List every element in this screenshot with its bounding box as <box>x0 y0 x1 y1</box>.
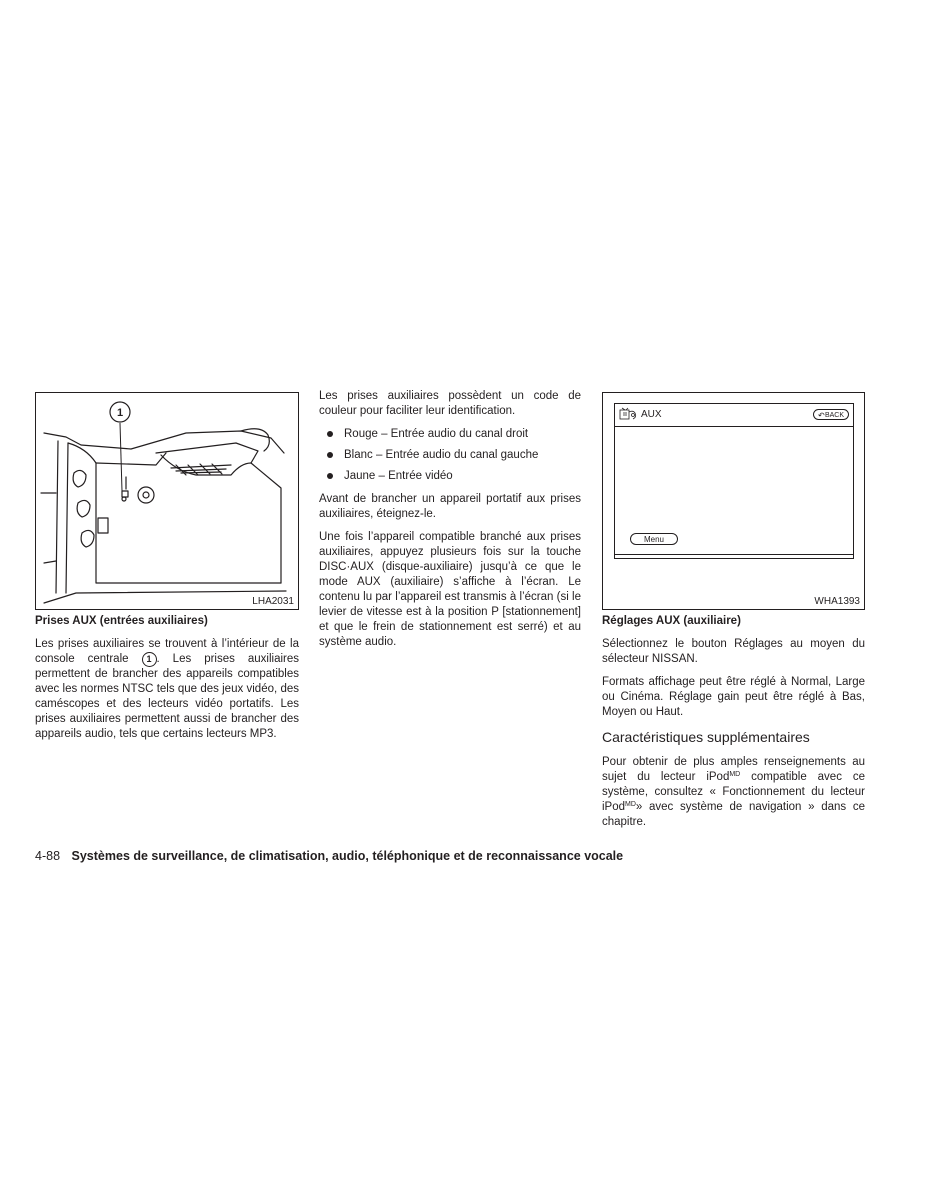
menu-button[interactable]: Menu <box>630 533 678 545</box>
list-item: Rouge – Entrée audio du canal droit <box>319 427 581 442</box>
console-illustration <box>35 392 299 610</box>
bullet-icon <box>327 431 333 437</box>
page-footer <box>35 848 623 864</box>
callout-marker: 1 <box>142 652 157 667</box>
screen-bottom-divider <box>615 554 853 555</box>
power-off-note: Avant de brancher un appareil portatif aux prises auxiliaires, éteignez-le. <box>319 493 581 520</box>
ipod-info: Pour obtenir de plus amples renseignements au sujet du lecteur iPod$^{MD}$ compatible avec ce système, consultez « Fonctionnement du lecteur iPod$^{MD}$» avec système de navigation » dans ce chapitre. <box>602 756 866 828</box>
jack-color-list <box>319 427 581 484</box>
disc-aux-instructions: Une fois l’appareil compatible branché aux prises auxiliaires, appuyez plusieurs fois sur la touche DISC·AUX (disque-auxiliaire) jusqu’à ce que le mode AUX (auxiliaire) s’affiche à l’écran. Le contenu lu par l’appareil est transmis à l’écran (si le levier de vitesse est à la position P [stationnement] et que le frein de stationnement est serré) et au système audio. <box>319 531 581 648</box>
settings-instruction: Sélectionnez le bouton Réglages au moyen du sélecteur NISSAN. <box>602 638 865 665</box>
page-number: 4-88 <box>35 849 61 863</box>
figure-code: WHA1393 <box>814 596 860 607</box>
format-gain-info: Formats affichage peut être réglé à Normal, Large ou Cinéma. Réglage gain peut être réglé à Bas, Moyen ou Haut. <box>602 676 865 718</box>
callout-number: 1 <box>116 407 124 419</box>
bullet-icon <box>327 452 333 458</box>
list-item: Blanc – Entrée audio du canal gauche <box>319 448 581 463</box>
color-code-intro: Les prises auxiliaires possèdent un code de couleur pour faciliter leur identification. <box>319 390 581 417</box>
chapter-title: Systèmes de surveillance, de climatisation, audio, téléphonique et de reconnaissance vocale <box>71 849 624 863</box>
figure-caption: Réglages AUX (auxiliaire) <box>602 615 741 627</box>
figure-code: LHA2031 <box>252 596 294 607</box>
right-column <box>602 392 865 838</box>
back-arrow-icon: ↶ <box>818 411 825 420</box>
left-column <box>35 392 299 750</box>
section-subheading: Caractéristiques supplémentaires <box>602 729 810 745</box>
display-screen <box>614 403 854 559</box>
figure-caption: Prises AUX (entrées auxiliaires) <box>35 615 208 627</box>
back-button[interactable]: ↶ BACK <box>813 409 849 420</box>
screen-title: AUX <box>641 409 662 420</box>
middle-column <box>319 389 581 658</box>
bullet-icon <box>327 473 333 479</box>
aux-screen-illustration <box>602 392 865 610</box>
aux-source-icon <box>619 407 639 423</box>
console-drawing <box>36 393 298 609</box>
list-item: Jaune – Entrée vidéo <box>319 469 581 484</box>
screen-header <box>615 404 853 427</box>
aux-description: Les prises auxiliaires se trouvent à l’intérieur de la console centrale 1 . Les prises auxiliaires permettent de brancher des appareils compatibles avec les normes NTSC tels que des jeux vidéo, des caméscopes et des lecteurs vidéo portatifs. Les prises auxiliaires permettent aussi de brancher des appareils audio, tels que certains lecteurs MP3. <box>35 638 299 740</box>
